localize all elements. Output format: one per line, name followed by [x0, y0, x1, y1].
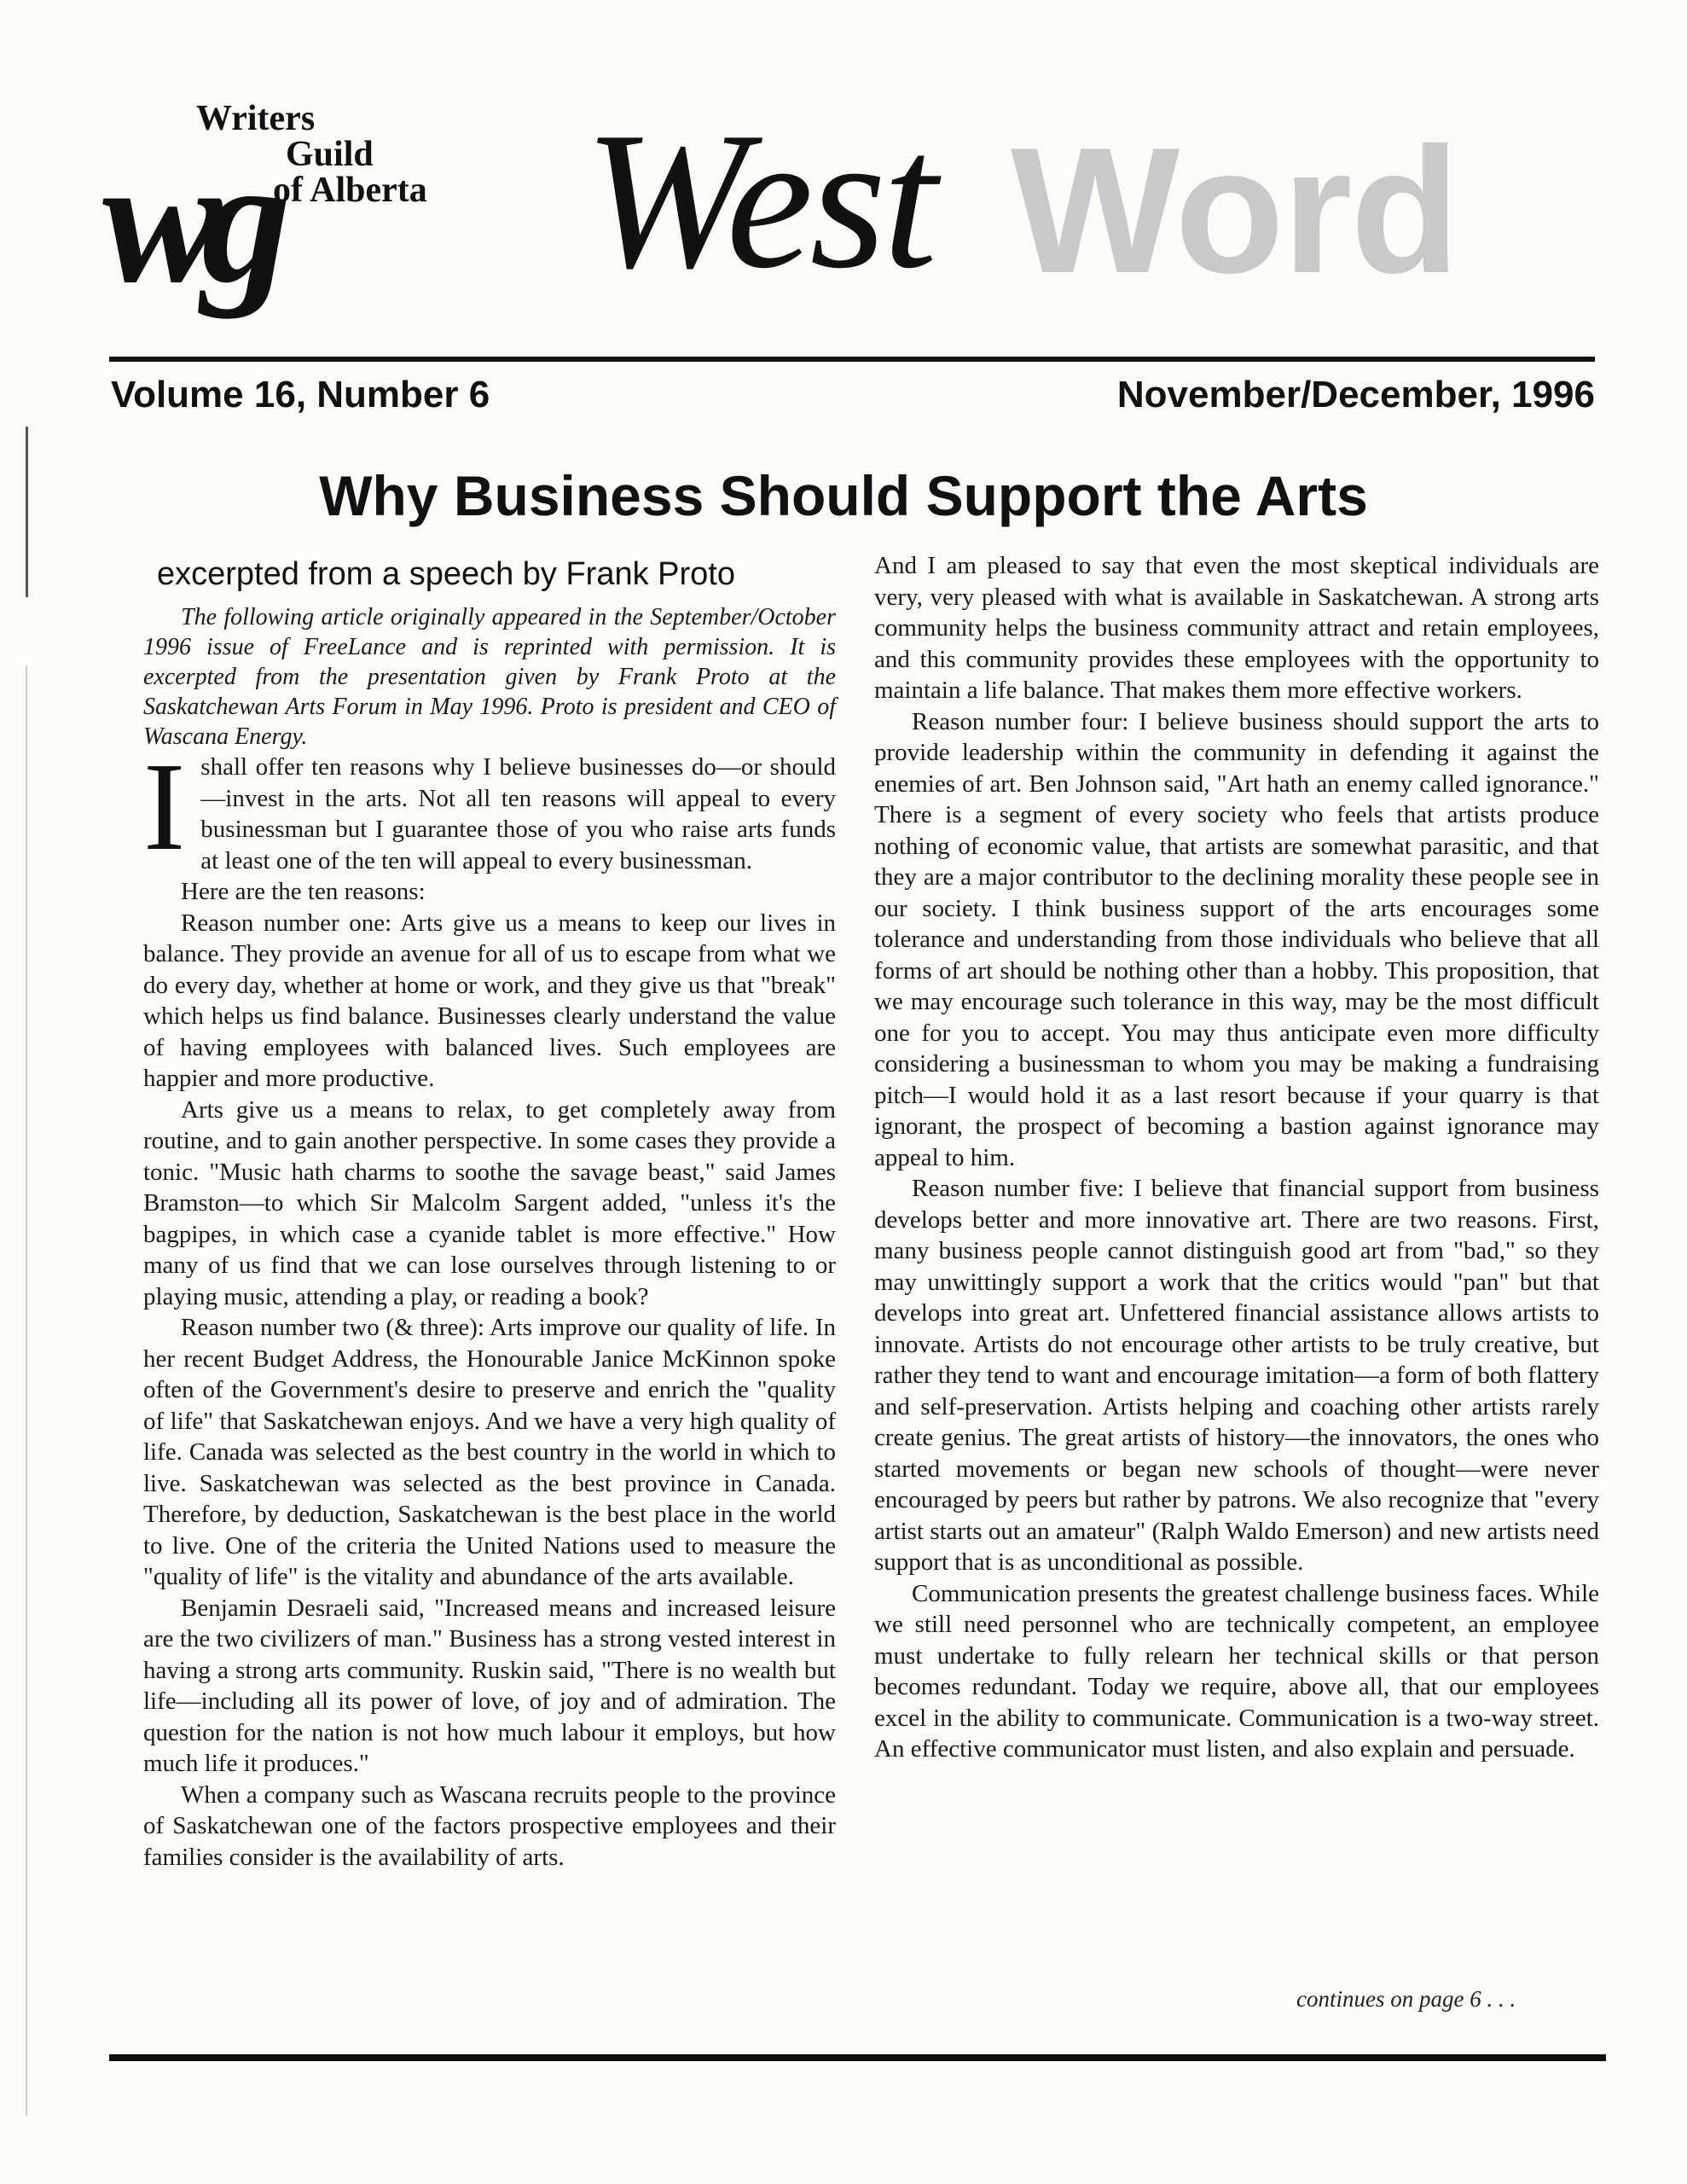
issue-date: November/December, 1996	[1116, 374, 1595, 415]
article-paragraph: Communication presents the greatest challenge business faces. While we still need personnel who are technically competent, an employee must undertake to fully relearn her technical skills or that person becomes redundant. Today we require, above all, that our employees excel in the ability to communicate. Communication is a two-way street. An effective communicator must listen, and also explain and persuade.	[874, 1579, 1599, 1763]
article-paragraph: And I am pleased to say that even the most skeptical individuals are very, very pleased with what is available in Saskatchewan. A strong arts community helps the business community attract and retain employees, and this community provides these employees with the opportunity to maintain a life balance. That makes them more effective workers.	[874, 552, 1599, 704]
lead-text: shall offer ten reasons why I believe businesses do—or should—invest in the arts. Not all ten reasons will appeal to every businessman but I guarantee those of you who raise arts funds at least one of the ten will appeal to every businessman.	[200, 753, 836, 874]
masthead-rule	[109, 357, 1595, 362]
newsletter-title-word: Word	[1011, 121, 1458, 309]
footer-rule	[109, 2054, 1606, 2061]
article-paragraph: Reason number four: I believe business should support the arts to provide leadership within the community in defending it against the enemies of art. Ben Johnson said, "Art hath an enemy called ignorance." There is a segment of every society who feels that artists produce nothing of economic value, that artists are somewhat parasitic, and that they are a major contributor to the declining morality these people see in our society. I think business support of the arts encourages some tolerance and understanding from those individuals who believe that all forms of art should be nothing other than a hobby. This proposition, that we may encourage such tolerance in this way, may be the most difficult one for you to accept. You may thus anticipate even more difficulty considering a businessman to whom you may be making a fundraising pitch—I would hold it as a last resort because if your quarry is that ignorant, the prospect of becoming a bastion against ignorance may appeal to him.	[874, 707, 1599, 1171]
article-column-right	[874, 550, 1599, 1765]
continues-note: continues on page 6 . . .	[1296, 1986, 1516, 2012]
article-paragraph	[143, 737, 836, 877]
scan-binding-shadow	[26, 665, 27, 2116]
article-byline: excerpted from a speech by Frank Proto	[157, 556, 735, 592]
article-paragraph: Reason number one: Arts give us a means to keep our lives in balance. They provide an avenue for all of us to escape from what we do every day, whether at home or work, and they give us that "break" which helps us find balance. Businesses clearly understand the value of having employees with balanced lives. Such employees are happier and more productive.	[143, 909, 836, 1092]
article-paragraph: Reason number five: I believe that financial support from business develops better and more innovative art. There are two reasons. First, many business people cannot distinguish good art from "bad," so they may unwittingly support a work that the critics would "pan" but that develops into great art. Unfettered financial assistance allows artists to innovate. Artists do not encourage other artists to be truly creative, but rather they tend to want and encourage imitation—a form of both flattery and self-preservation. Artists helping and coaching other artists rarely create genius. The great artists of history—the innovators, the ones who started movements or began new schools of thought—were never encouraged by peers but rather by patrons. We also recognize that "every artist starts out an amateur" (Ralph Waldo Emerson) and new artists need support that is as unconditional as possible.	[874, 1175, 1599, 1576]
logo-text-writers: Writers	[196, 99, 316, 138]
article-paragraph: When a company such as Wascana recruits people to the province of Saskatchewan one of the factors prospective employees and their families consider is the availability of arts.	[143, 1780, 836, 1871]
issue-volume: Volume 16, Number 6	[111, 374, 490, 415]
article-paragraph: Reason number two (& three): Arts improve our quality of life. In her recent Budget Address, the Honourable Janice McKinnon spoke often of the Government's desire to preserve and enrich the "quality of life" that Saskatchewan enjoys. And we have a very high quality of life. Canada was selected as the best country in the world in which to live. Saskatchewan was selected as the best province in Canada. Therefore, by deduction, Saskatchewan is the best place in the world to live. One of the criteria the United Nations used to measure the "quality of life" is the vitality and abundance of the arts available.	[143, 1314, 836, 1590]
logo-monogram: wg	[102, 122, 271, 320]
drop-cap: I	[143, 737, 186, 877]
article-column-left	[143, 555, 836, 1873]
article-headline: Why Business Should Support the Arts	[319, 464, 1368, 527]
article-paragraph: Benjamin Desraeli said, "Increased means and increased leisure are the two civilizers of man." Business has a strong vested interest in having a strong arts community. Ruskin said, "There is no wealth but life—including all its power of love, of joy and of admiration. The question for the nation is not how much labour it employs, but how much life it produces."	[143, 1594, 836, 1777]
article-intro: The following article originally appeared in the September/October 1996 issue of FreeLance and is reprinted with permission. It is excerpted from the presentation given by Frank Proto at the Saskatchewan Arts Forum in May 1996. Proto is president and CEO of Wascana Energy.	[143, 604, 836, 750]
article-paragraph: Arts give us a means to relax, to get completely away from routine, and to gain another perspective. In some cases they provide a tonic. "Music hath charms to soothe the savage beast," said James Bramston—to which Sir Malcolm Sargent added, "unless it's the bagpipes, in which case a cyanide tablet is more effective." How many of us find that we can lose ourselves through listening to or playing music, attending a play, or reading a book?	[143, 1095, 836, 1310]
issue-info	[111, 374, 1595, 425]
logo-text-guild: Guild	[286, 135, 374, 174]
logo-text-of-alberta: of Alberta	[273, 171, 427, 210]
article-paragraph: Here are the ten reasons:	[181, 878, 426, 905]
newsletter-title-west: West	[584, 91, 934, 309]
masthead	[0, 0, 1687, 358]
writers-guild-logo	[102, 99, 486, 320]
